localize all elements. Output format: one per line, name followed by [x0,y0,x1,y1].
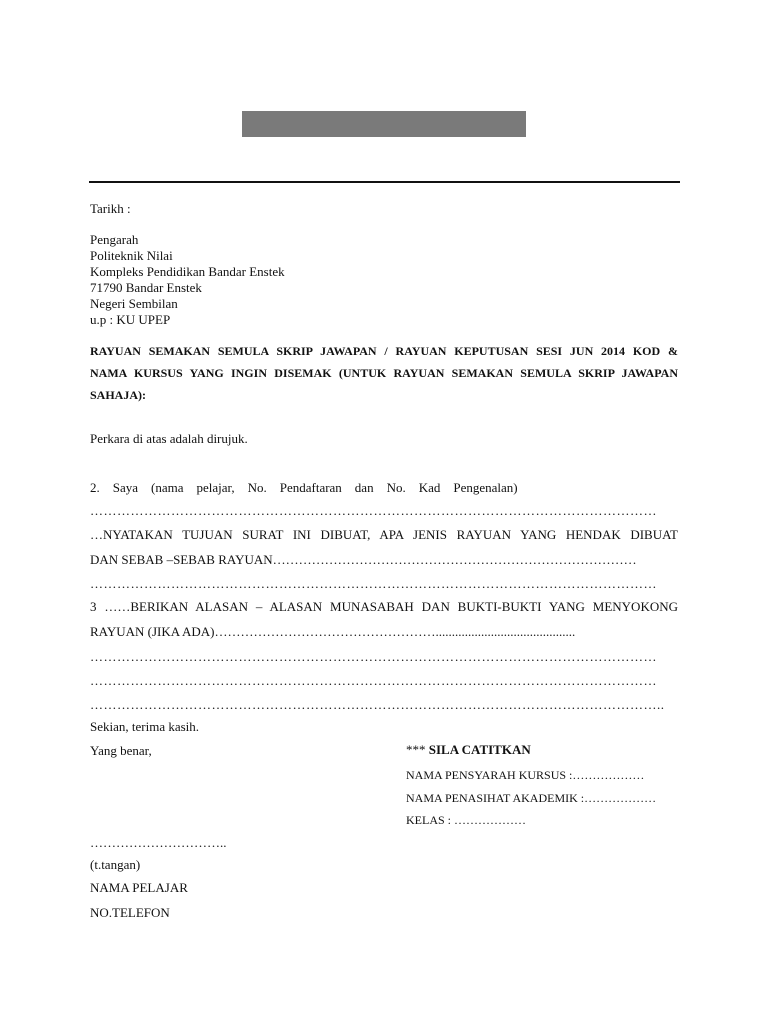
address-line: Kompleks Pendidikan Bandar Enstek [90,264,285,279]
dotted-line: ……………………………………………………………………………………………………………… [90,649,657,664]
reference-line: Perkara di atas adalah dirujuk. [90,431,248,446]
note-lecturer: NAMA PENSYARAH KURSUS :……………… [406,768,645,782]
subject-line: NAMA KURSUS YANG INGIN DISEMAK (UNTUK RAYUAN SEMAKAN SEMULA SKRIP JAWAPAN [90,366,678,380]
dotted-line: ……………………………………………………………………………………………………………… [90,673,657,688]
header-divider [89,181,680,183]
note-heading [406,742,531,758]
date-label: Tarikh : [90,201,131,216]
subject-line: SAHAJA): [90,388,146,402]
note-advisor: NAMA PENASIHAT AKADEMIK :……………… [406,791,657,805]
note-heading-text: SILA CATITKAN [428,742,531,757]
dotted-line: ……………………………………………………………………………………………………………… [90,576,657,591]
signature-label: (t.tangan) [90,857,141,872]
address-line: Politeknik Nilai [90,248,173,263]
address-line: 71790 Bandar Enstek [90,280,202,295]
para2-line: 2. Saya (nama pelajar, No. Pendaftaran dan No. Kad Pengenalan) [90,480,518,495]
para3-line: RAYUAN (JIKA ADA)……………………………………………........................................... [90,624,576,639]
address-line: u.p : KU UPEP [90,312,171,327]
para2-line: DAN SEBAB –SEBAB RAYUAN………………………………………………………………………… [90,552,637,567]
closing-line: Sekian, terima kasih. [90,719,200,734]
signature-dots: ………………………….. [90,835,227,850]
address-line: Pengarah [90,232,139,247]
address-line: Negeri Sembilan [90,296,178,311]
dotted-line: ……………………………………………………………………………………………………………….. [90,697,665,712]
phone-label: NO.TELEFON [90,905,170,920]
para2-line: …NYATAKAN TUJUAN SURAT INI DIBUAT, APA JENIS RAYUAN YANG HENDAK DIBUAT [90,527,678,542]
dotted-line: ……………………………………………………………………………………………………………… [90,503,657,518]
note-stars: *** [406,742,429,757]
para3-line: 3 ……BERIKAN ALASAN – ALASAN MUNASABAH DAN BUKTI-BUKTI YANG MENYOKONG [90,599,678,614]
subject-line: RAYUAN SEMAKAN SEMULA SKRIP JAWAPAN / RAYUAN KEPUTUSAN SESI JUN 2014 KOD & [90,344,678,358]
salutation: Yang benar, [90,743,152,758]
redacted-header [242,111,526,137]
note-class: KELAS : ……………… [406,813,526,827]
student-name-label: NAMA PELAJAR [90,880,188,895]
